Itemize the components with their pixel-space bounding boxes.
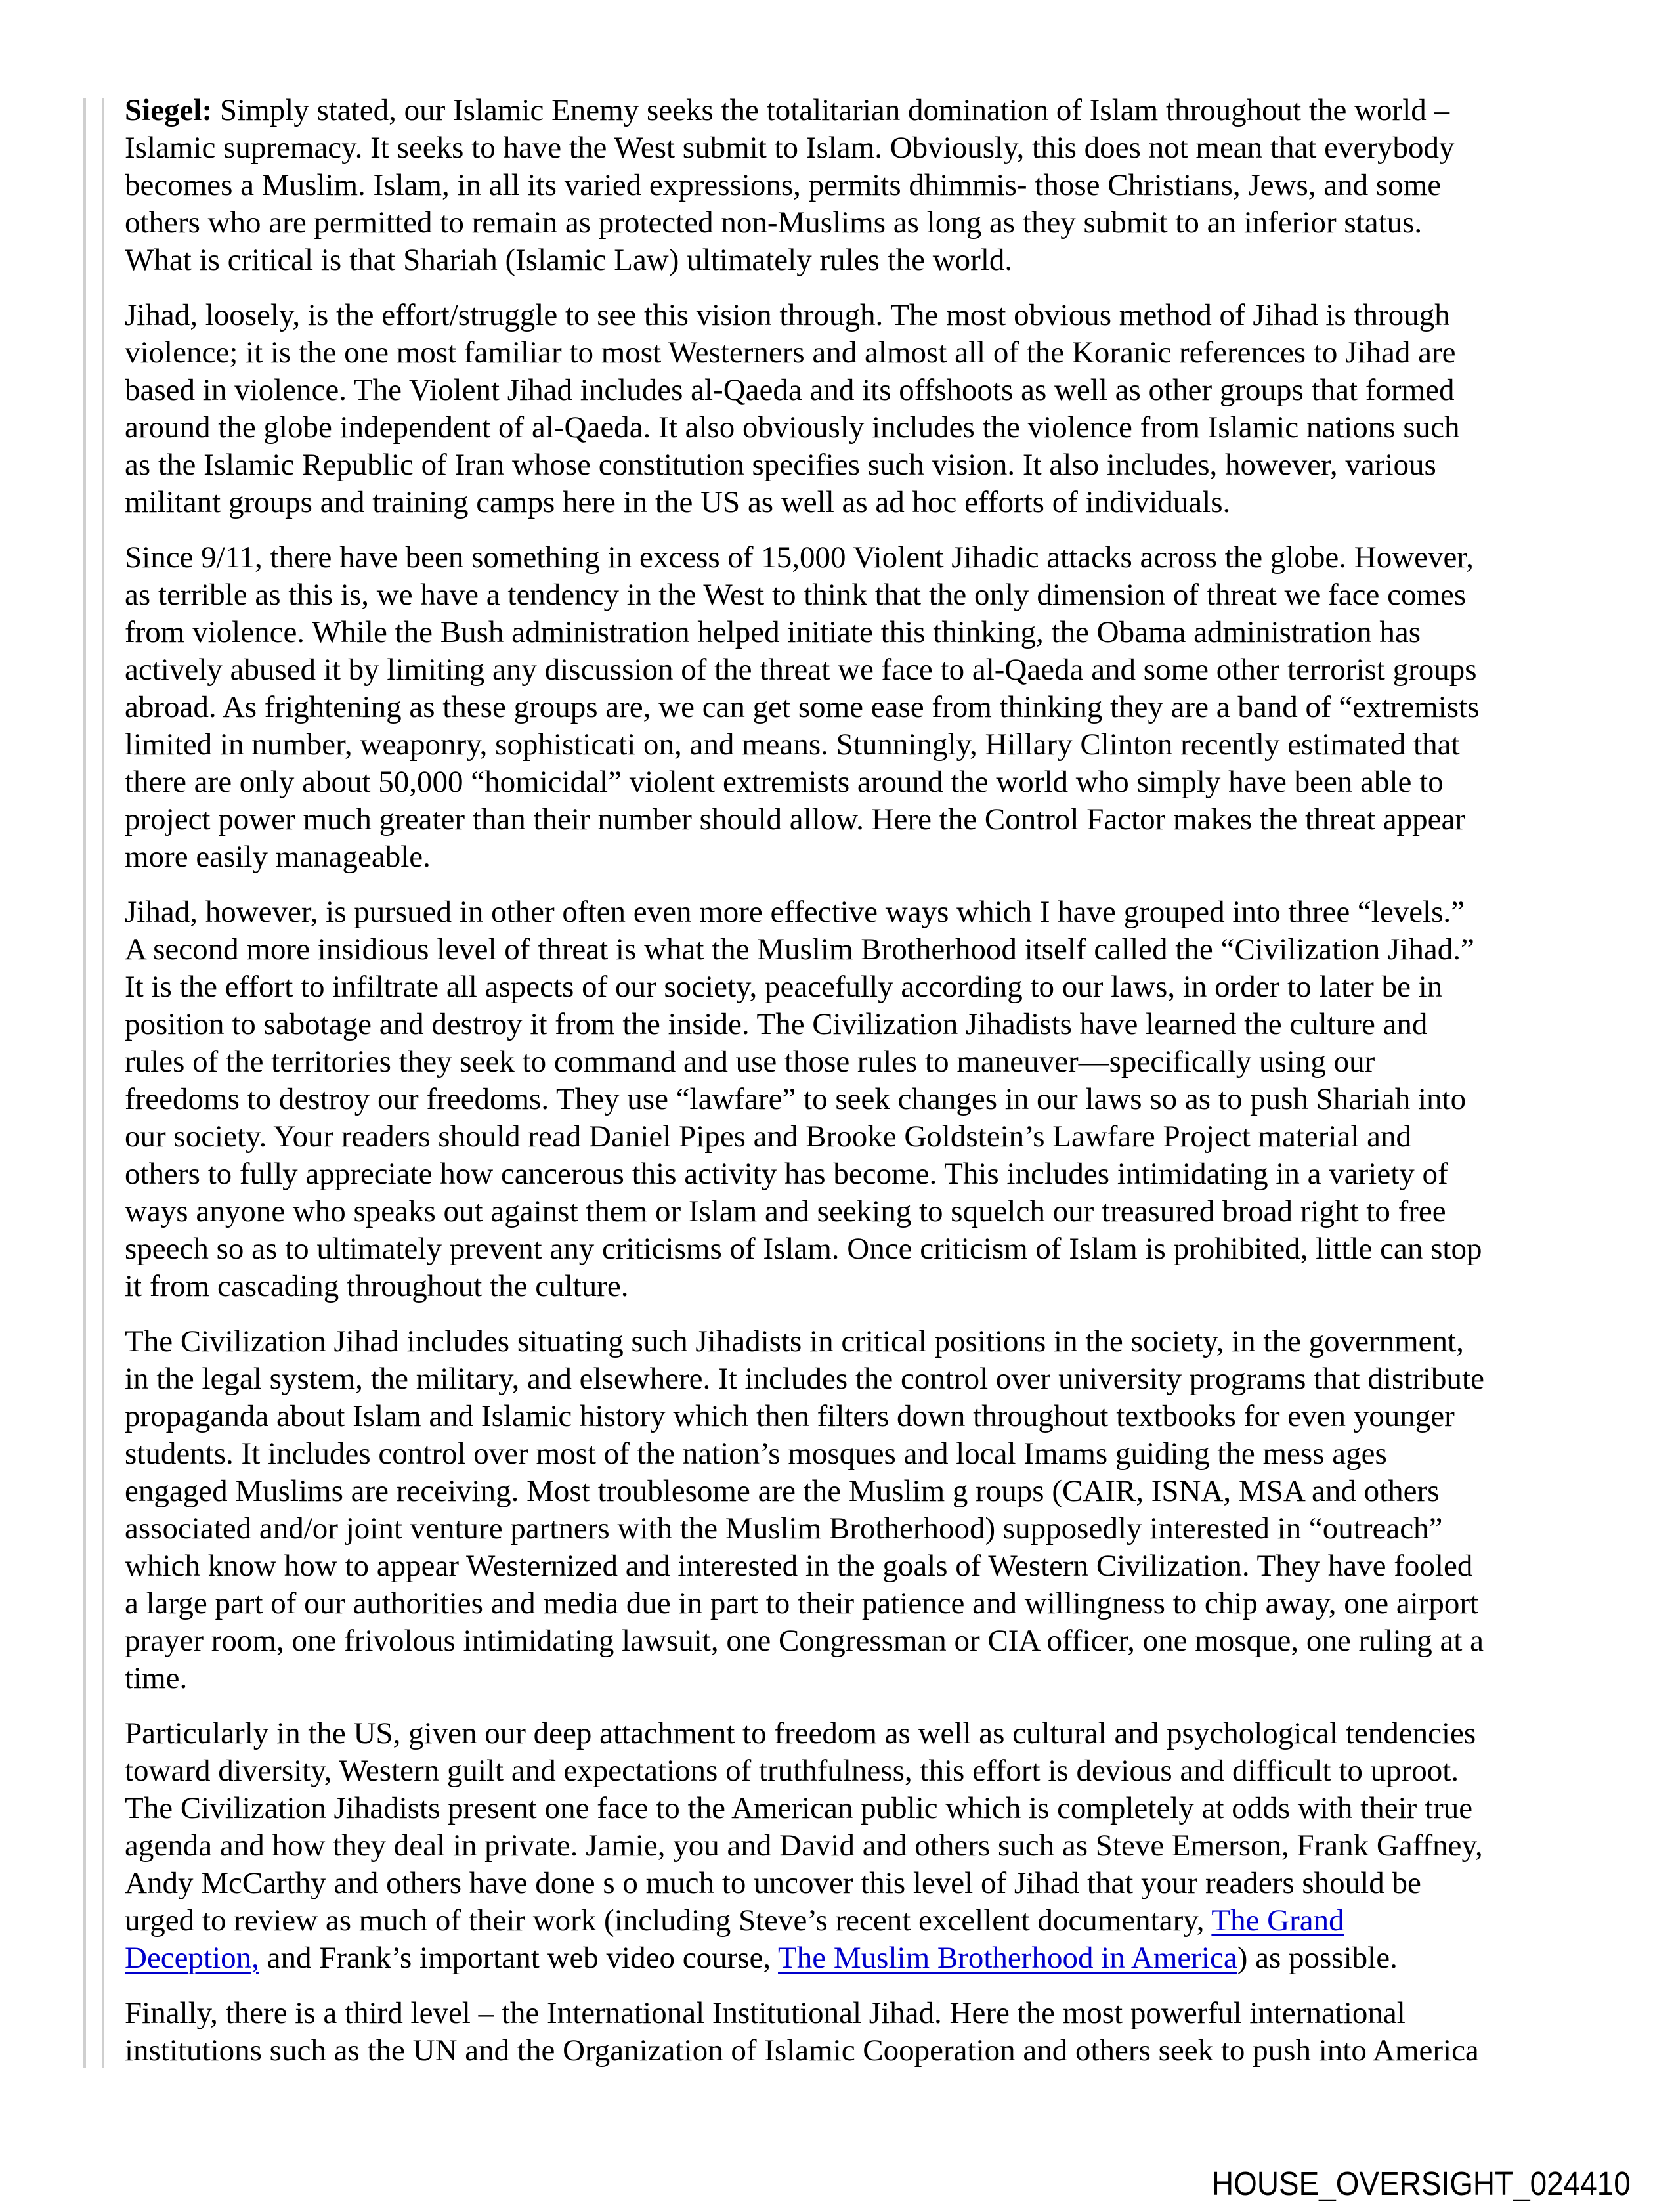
text-line: project power much greater than their number should allow. Here the Control Factor makes the threat appear	[125, 802, 1466, 836]
text-line: freedoms to destroy our freedoms. They use “lawfare” to seek changes in our laws so as to push Shariah into	[125, 1082, 1467, 1116]
text-line: our society. Your readers should read Daniel Pipes and Brooke Goldstein’s Lawfare Project material and	[125, 1119, 1411, 1154]
text-line: violence; it is the one most familiar to most Westerners and almost all of the Koranic references to Jihad are	[125, 336, 1456, 370]
text-line: It is the effort to infiltrate all aspects of our society, peacefully according to our laws, in order to later be in	[125, 970, 1443, 1004]
document-body	[125, 92, 1543, 2087]
link-the-grand-deception-cont[interactable]: Deception,	[125, 1941, 259, 1975]
text-line: The Civilization Jihad includes situating such Jihadists in critical positions in the society, in the government,	[125, 1324, 1464, 1358]
text-line: institutions such as the UN and the Organization of Islamic Cooperation and others seek to push into America	[125, 2033, 1479, 2068]
text-line: from violence. While the Bush administration helped initiate this thinking, the Obama administration has	[125, 615, 1421, 649]
paragraph-2	[125, 297, 1543, 521]
text-line: in the legal system, the military, and elsewhere. It includes the control over university programs that distribute	[125, 1362, 1484, 1396]
text-line: Siegel: Simply stated, our Islamic Enemy seeks the totalitarian domination of Islam throughout the world –	[125, 93, 1450, 127]
text-line: ways anyone who speaks out against them or Islam and seeking to squelch our treasured broad right to free	[125, 1194, 1446, 1228]
text-line: propaganda about Islam and Islamic history which then filters down throughout textbooks for even younger	[125, 1399, 1455, 1433]
text-line: militant groups and training camps here in the US as well as ad hoc efforts of individuals.	[125, 485, 1231, 519]
margin-rule-outer	[83, 98, 86, 2068]
paragraph-5	[125, 1323, 1543, 1697]
text-line: toward diversity, Western guilt and expectations of truthfulness, this effort is devious and difficult to uproot.	[125, 1754, 1459, 1788]
text-line: as the Islamic Republic of Iran whose constitution specifies such vision. It also includes, however, various	[125, 448, 1436, 482]
text-line: engaged Muslims are receiving. Most troublesome are the Muslim g roups (CAIR, ISNA, MSA and others	[125, 1474, 1440, 1508]
text-line: abroad. As frightening as these groups are, we can get some ease from thinking they are a band of “extremists	[125, 690, 1480, 724]
text-line: associated and/or joint venture partners with the Muslim Brotherhood) supposedly interested in “outreach”	[125, 1511, 1443, 1546]
text-line: as terrible as this is, we have a tendency in the West to think that the only dimension of threat we face comes	[125, 578, 1467, 612]
text-line: The Civilization Jihadists present one face to the American public which is completely at odds with their true	[125, 1791, 1473, 1825]
text-line: others to fully appreciate how cancerous this activity has become. This includes intimidating in a variety of	[125, 1157, 1448, 1191]
text-line: Particularly in the US, given our deep attachment to freedom as well as cultural and psychological tendencies	[125, 1716, 1476, 1750]
text-line: limited in number, weaponry, sophisticati on, and means. Stunningly, Hillary Clinton recently estimated that	[125, 727, 1460, 762]
text-line: Jihad, loosely, is the effort/struggle to see this vision through. The most obvious method of Jihad is through	[125, 298, 1450, 332]
text-line: others who are permitted to remain as protected non-Muslims as long as they submit to an inferior status.	[125, 206, 1423, 240]
text-line: it from cascading throughout the culture.	[125, 1269, 629, 1303]
paragraph-7	[125, 1995, 1543, 2070]
text-line: speech so as to ultimately prevent any criticisms of Islam. Once criticism of Islam is prohibited, little can stop	[125, 1232, 1482, 1266]
text-line: What is critical is that Shariah (Islamic Law) ultimately rules the world.	[125, 243, 1013, 277]
text-line: urged to review as much of their work (including Steve’s recent excellent documentary, The Grand	[125, 1903, 1344, 1938]
link-the-grand-deception[interactable]: The Grand	[1211, 1903, 1344, 1938]
text-line: Islamic supremacy. It seeks to have the West submit to Islam. Obviously, this does not mean that everybody	[125, 131, 1455, 165]
text-line: a large part of our authorities and media due in part to their patience and willingness to chip away, one airport	[125, 1586, 1479, 1620]
text-line: Deception, and Frank’s important web video course, The Muslim Brotherhood in America) as possible.	[125, 1941, 1398, 1975]
text-line: Jihad, however, is pursued in other often even more effective ways which I have grouped into three “levels.”	[125, 895, 1465, 929]
bates-number: HOUSE_OVERSIGHT_024410	[1212, 2165, 1631, 2202]
text-line: Finally, there is a third level – the International Institutional Jihad. Here the most powerful international	[125, 1996, 1406, 2030]
text-line: time.	[125, 1661, 188, 1695]
text-line: based in violence. The Violent Jihad includes al-Qaeda and its offshoots as well as other groups that formed	[125, 373, 1455, 407]
text-line: position to sabotage and destroy it from the inside. The Civilization Jihadists have learned the culture and	[125, 1007, 1428, 1041]
text-line: actively abused it by limiting any discussion of the threat we face to al-Qaeda and some other terrorist groups	[125, 653, 1477, 687]
link-muslim-brotherhood-in-america[interactable]: The Muslim Brotherhood in America	[778, 1941, 1237, 1975]
paragraph-3	[125, 539, 1543, 876]
text-line: around the globe independent of al-Qaeda. It also obviously includes the violence from Islamic nations such	[125, 410, 1460, 445]
text-line: prayer room, one frivolous intimidating lawsuit, one Congressman or CIA officer, one mosque, one ruling at a	[125, 1624, 1484, 1658]
speaker-label: Siegel:	[125, 93, 213, 127]
paragraph-1	[125, 92, 1543, 279]
paragraph-4	[125, 894, 1543, 1305]
text-line: agenda and how they deal in private. Jamie, you and David and others such as Steve Emerson, Frank Gaffney,	[125, 1829, 1483, 1863]
text-line: A second more insidious level of threat is what the Muslim Brotherhood itself called the “Civilization Jihad.”	[125, 932, 1474, 966]
text-line: Since 9/11, there have been something in excess of 15,000 Violent Jihadic attacks across the globe. However,	[125, 540, 1474, 575]
margin-rule-inner	[102, 98, 104, 2068]
paragraph-6	[125, 1715, 1543, 1977]
text-line: there are only about 50,000 “homicidal” violent extremists around the world who simply have been able to	[125, 765, 1444, 799]
text-line: more easily manageable.	[125, 840, 431, 874]
text-line: which know how to appear Westernized and interested in the goals of Western Civilization. They have fooled	[125, 1549, 1473, 1583]
text-line: becomes a Muslim. Islam, in all its varied expressions, permits dhimmis- those Christians, Jews, and some	[125, 168, 1442, 202]
text-line: students. It includes control over most of the nation’s mosques and local Imams guiding the mess ages	[125, 1437, 1387, 1471]
text-line: Andy McCarthy and others have done s o much to uncover this level of Jihad that your readers should be	[125, 1866, 1421, 1900]
text-line: rules of the territories they seek to command and use those rules to maneuver—specifically using our	[125, 1045, 1375, 1079]
